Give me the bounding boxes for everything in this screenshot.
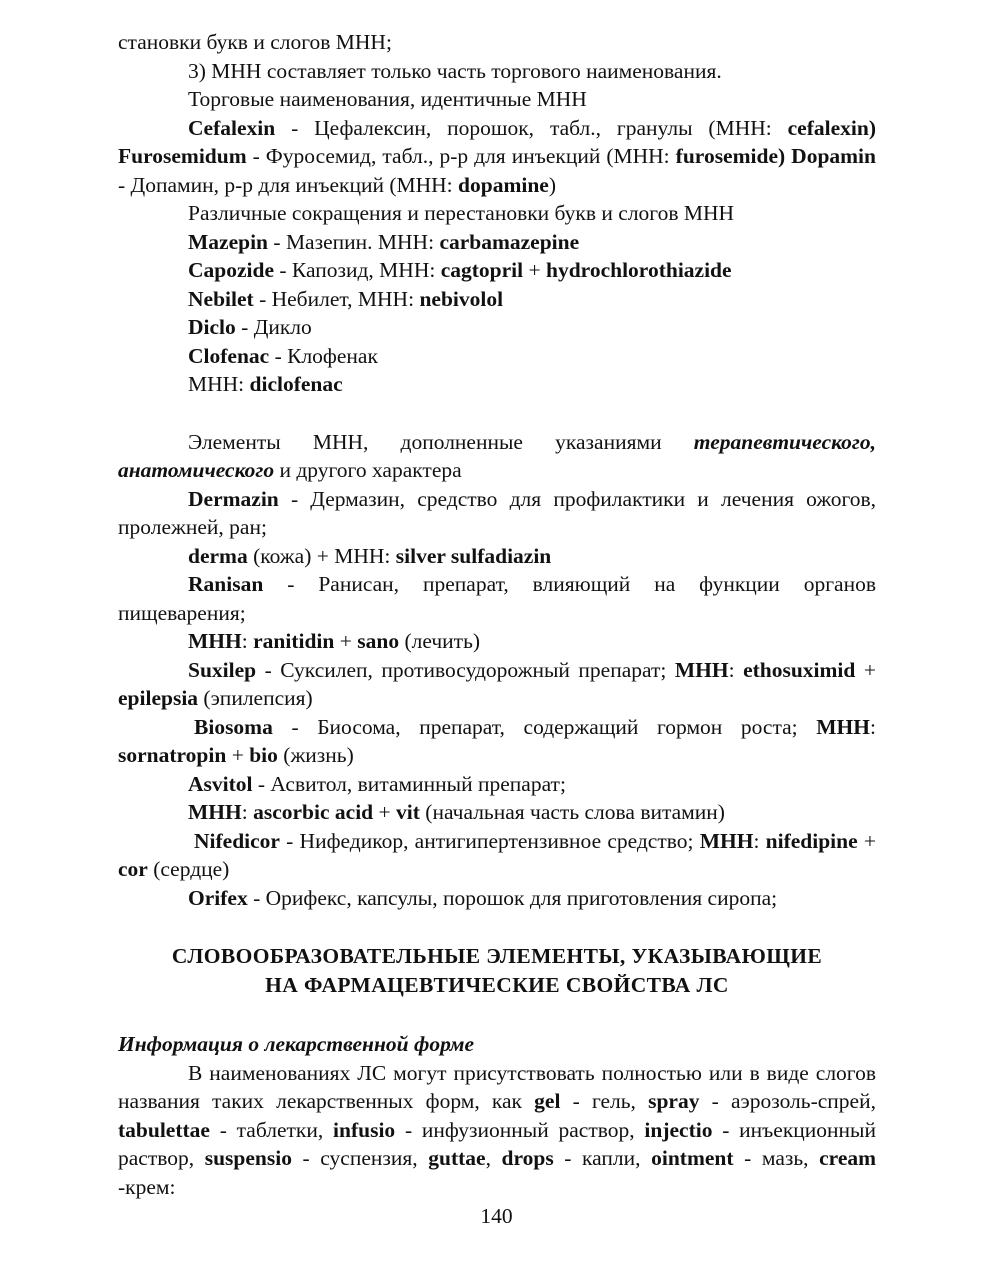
term-gloss: - инъекционный раствор, [118,1117,876,1170]
entry-clofenac [118,342,876,371]
mnn-label: МНН [816,714,871,739]
spacer [118,912,876,942]
line-text: 3) МНН составляет только часть торгового наименования. [188,58,722,83]
drug-name: Capozide [188,258,274,282]
punctuation: : [241,629,254,653]
inn-name: ranitidin [253,629,335,653]
plus-sign: + [855,657,876,682]
entry-ranisan-mnn [118,627,876,656]
mnn-label: МНН [188,629,242,653]
entry-mazepin [118,228,876,257]
entry-biosoma [118,713,876,770]
drug-name: Clofenac [188,343,270,368]
line-text: становки букв и слогов МНН; [118,30,392,54]
text-line [118,28,876,57]
drug-name: Furosemidum [118,144,247,168]
term-gloss: - инфузионный раствор, [395,1117,645,1142]
drug-name: Cefalexin [188,115,276,140]
term-gloss: - аэрозоль-спрей, [699,1089,876,1113]
term-gloss: (кожа) + МНН: [247,543,396,568]
drug-name: Dopamin [785,144,876,168]
spacer [118,399,876,428]
punctuation: : [728,657,744,682]
drug-name: Biosoma [194,714,273,739]
term-gloss: (лечить) [399,629,481,653]
emphasis-text: терапевтического, анатомического [118,429,876,482]
intro-text: Элементы МНН, дополненные указаниями [188,429,694,454]
term: suspensio [204,1146,292,1170]
section-heading-line1: СЛОВООБРАЗОВАТЕЛЬНЫЕ ЭЛЕМЕНТЫ, УКАЗЫВАЮЩИЕ [171,944,823,968]
drug-description: - Суксилеп, противосудорожный препарат; [256,657,675,682]
inn-name: furosemide) [675,144,786,168]
paragraph-dosage-forms [118,1059,876,1202]
entry-nebilet [118,285,876,314]
drug-description: - Дикло [235,315,312,339]
inn-name: diclofenac [249,372,343,396]
section-heading-line2: НА ФАРМАЦЕВТИЧЕСКИЕ СВОЙСТВА ЛС [265,973,729,997]
term-gloss: - таблетки, [209,1117,334,1142]
plus-sign: + [523,258,546,282]
inn-name: dopamine [458,172,549,197]
drug-name: Diclo [188,315,236,339]
term: gel [534,1089,561,1113]
subsection-heading: Информация о лекарственной форме [118,1032,475,1056]
mnn-label: МНН: [188,372,250,396]
inn-name: carbamazepine [439,229,580,254]
entry-ranisan [118,570,876,627]
entry-asvitol-mnn [118,798,876,827]
inn-name: ethosuximid [743,657,856,682]
page-number: 140 [480,1204,513,1228]
plus-sign: + [226,743,250,767]
term-gloss: - мазь, [733,1146,820,1170]
mnn-label: МНН [674,657,729,682]
term: infusio [333,1117,396,1142]
text-line [118,57,876,86]
text-line [118,199,876,228]
drug-name: Mazepin [188,229,269,254]
mnn-label: МНН [699,828,754,853]
line-text: Различные сокращения и перестановки букв и слогов МНН [188,201,735,225]
entry-diclofenac [118,370,876,399]
drug-description: - Фуросемид, табл., р-р для инъекций (МНН: [246,144,676,168]
inn-name: ascorbic acid [253,800,374,824]
drug-description: - Небилет, МНН: [253,286,420,311]
term: derma [188,543,248,568]
body-text: В наименованиях ЛС могут присутствовать полностью или в виде слогов названия таких лекарственных форм, как [118,1060,876,1113]
drug-description: - Клофенак [269,343,378,368]
drug-description: - Капозид, МНН: [274,258,441,282]
term-gloss: (начальная часть слова витамин) [419,800,725,824]
punctuation: : [753,828,766,853]
term-gloss: - капли, [553,1146,652,1170]
term-gloss: (эпилепсия) [198,686,313,710]
term-gloss: -крем: [118,1174,176,1199]
entry-capozide [118,256,876,285]
inn-name: sornatropin [118,743,227,767]
term: epilepsia [118,686,199,710]
drug-description: - Биосома, препарат, содержащий гормон роста; [272,714,817,739]
entry-asvitol [118,770,876,799]
entry-orifex [118,884,876,913]
drug-name: Suxilep [188,657,257,682]
term: vit [396,800,420,824]
drug-name: Asvitol [188,771,253,796]
plus-sign: + [857,828,876,853]
drug-name: Dermazin [188,486,279,511]
punctuation: : [241,800,254,824]
mnn-label: МНН [188,800,242,824]
plus-sign: + [334,629,358,653]
punctuation: , [485,1146,502,1170]
inn-name: cagtopril [440,258,524,282]
paragraph-identical-inn [118,114,876,200]
entry-suxilep [118,656,876,713]
term: ointment [651,1146,734,1170]
term: drops [501,1146,554,1170]
entry-nifedicor [118,827,876,884]
page-body [118,28,876,1201]
inn-name: cefalexin) [787,115,876,140]
term-gloss: (жизнь) [277,743,354,767]
intro-text: и другого характера [274,458,462,482]
drug-description: - Допамин, р-р для инъекций (МНН: [118,172,459,197]
drug-name: Nebilet [188,286,254,311]
inn-name: nifedipine [765,828,858,853]
inn-name: silver sulfadiazin [395,543,552,568]
drug-description: - Ранисан, препарат, влияющий на функции органов пищеварения; [118,572,876,625]
inn-name: nebivolol [419,286,504,311]
line-text: Торговые наименования, идентичные МНН [188,87,587,111]
inn-name: hydrochlorothiazide [546,258,732,282]
drug-description: - Мазепин. МНН: [268,229,440,254]
punctuation: : [870,714,876,739]
term-gloss: - гель, [560,1089,649,1113]
drug-description: - Асвитол, витаминный препарат; [252,771,566,796]
term: tabulettae [118,1117,210,1142]
term: bio [249,743,278,767]
drug-description: - Орифекс, капсулы, порошок для приготовления сиропа; [247,885,778,910]
term: guttae [428,1146,486,1170]
text-line [118,85,876,114]
spacer [118,1000,876,1030]
drug-name: Nifedicor [194,828,280,853]
drug-description: - Нифедикор, антигипертензивное средство; [279,828,700,853]
plus-sign: + [373,800,397,824]
term-gloss: - суспензия, [291,1146,429,1170]
entry-derma [118,542,876,571]
term: injectio [644,1117,713,1142]
drug-description: - Дермазин, средство для профилактики и лечения ожогов, пролежней, ран; [118,486,876,539]
term-gloss: (сердце) [147,857,230,881]
paragraph-elements-intro [118,428,876,485]
term: cream [819,1146,877,1170]
drug-name: Ranisan [188,572,264,596]
drug-name: Orifex [188,885,248,910]
term: sano [357,629,400,653]
punctuation: ) [548,172,557,197]
term: cor [118,857,148,881]
drug-description: - Цефалексин, порошок, табл., гранулы (МНН: [275,115,788,140]
entry-diclo [118,313,876,342]
entry-dermazin [118,485,876,542]
term: spray [648,1089,700,1113]
